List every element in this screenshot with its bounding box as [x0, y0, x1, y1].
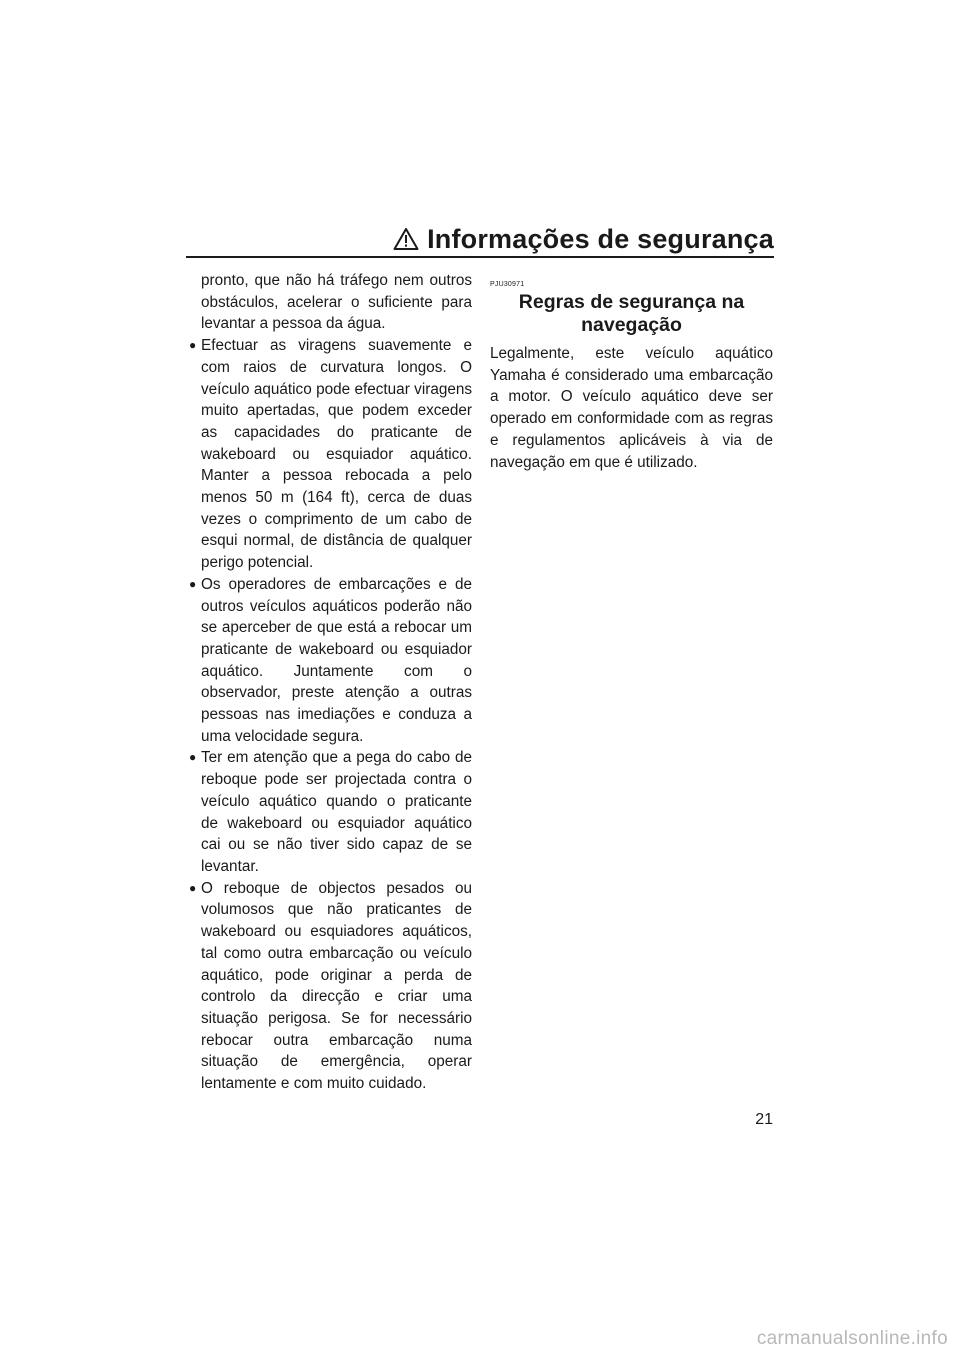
- bullet-text: Ter em atenção que a pega do cabo de reboque pode ser projectada contra o veículo aquático quando o praticante de wakeboard ou esquiador aquático cai ou se não tiver sido capaz de se levantar.: [201, 749, 472, 875]
- bullet-icon: ●: [189, 338, 197, 353]
- bullet-item: [189, 335, 472, 574]
- bullet-text: Os operadores de embarcações e de outros veículos aquáticos poderão não se aperceber de que está a rebocar um praticante de wakeboard ou esquiador aquático. Juntamente com o observador, preste atenção a outras pessoas nas imediações e conduza a uma velocidade segura.: [201, 575, 472, 745]
- bullet-text: Efectuar as viragens suavemente e com raios de curvatura longos. O veículo aquático pode efectuar viragens muito apertadas, que podem exceder as capacidades do praticante de wakeboard ou esquiador aquático. Manter a pessoa rebocada a pelo menos 50 m (164 ft), cerca de duas vezes o comprimento de um cabo de esqui normal, de distância de qualquer perigo potencial.: [201, 337, 472, 572]
- safety-bullet-list: [189, 335, 472, 1095]
- warning-triangle-icon: [393, 227, 419, 251]
- section-paragraph: Legalmente, este veículo aquático Yamaha é considerado uma embarcação a motor. O veículo aquático deve ser operado em conformidade com as regras e regulamentos aplicáveis à via de navegação em que é utilizado.: [490, 345, 773, 471]
- reference-code: PJU30971: [490, 281, 525, 288]
- header-title: Informações de segurança: [427, 224, 774, 254]
- bullet-item: [189, 878, 472, 1095]
- watermark-text: carmanualsonline.info: [756, 1328, 948, 1349]
- page-number: 21: [755, 1111, 773, 1128]
- right-column: [490, 270, 773, 473]
- left-column: [189, 270, 472, 1095]
- header-title-group: [393, 222, 774, 256]
- continued-paragraph: pronto, que não há tráfego nem outros obstáculos, acelerar o suficiente para levantar a pessoa da água.: [201, 272, 472, 333]
- bullet-icon: ●: [189, 880, 197, 895]
- page-header: [186, 222, 774, 258]
- bullet-icon: ●: [189, 750, 197, 765]
- bullet-icon: ●: [189, 576, 197, 591]
- bullet-item: [189, 574, 472, 748]
- section-title: Regras de segurança na navegação: [518, 291, 745, 336]
- bullet-item: [189, 747, 472, 877]
- bullet-text: O reboque de objectos pesados ou volumosos que não praticantes de wakeboard ou esquiadores aquáticos, tal como outra embarcação ou veículo aquático, pode originar a perda de controlo da direcção e criar uma situação perigosa. Se for necessário rebocar outra embarcação numa situação de emergência, operar lentamente e com muito cuidado.: [201, 879, 472, 1093]
